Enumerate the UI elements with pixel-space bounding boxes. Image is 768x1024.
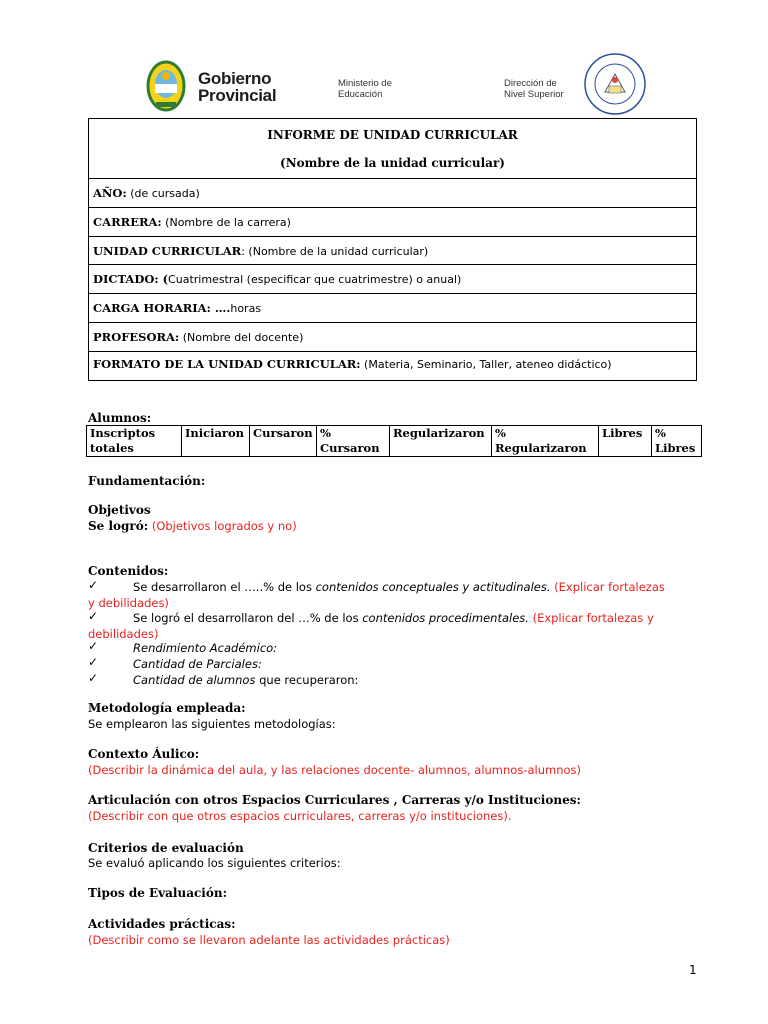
profesora-label: PROFESORA:: [93, 330, 180, 344]
bullet2-red: (Explicar fortalezas y: [528, 611, 654, 625]
direction-line2: Nivel Superior: [504, 89, 564, 100]
criterios-heading: Criterios de evaluación: [88, 841, 244, 855]
col-label: Cursaron: [320, 441, 380, 455]
criterios-text: Se evaluó aplicando los siguientes criterios:: [88, 856, 341, 870]
se-logro-line: [88, 519, 297, 533]
articulacion-heading: Articulación con otros Espacios Curriculares , Carreras y/o Instituciones:: [88, 793, 581, 807]
gov-line2: Provincial: [198, 86, 277, 105]
col-label: %: [320, 426, 331, 440]
tipos-heading: Tipos de Evaluación:: [88, 886, 227, 900]
fundamentacion-heading: Fundamentación:: [88, 474, 206, 488]
gov-line1: Gobierno: [198, 69, 272, 88]
check-icon: ✓: [88, 578, 99, 592]
unidad-value: : (Nombre de la unidad curricular): [241, 244, 429, 258]
se-logro-value: (Objetivos logrados y no): [148, 519, 297, 533]
ministry-line2: Educación: [338, 89, 383, 100]
direction-line1: Dirección de: [504, 78, 557, 89]
ministry-line1: Ministerio de: [338, 78, 392, 89]
check-icon: ✓: [88, 639, 99, 653]
metodologia-heading: Metodología empleada:: [88, 701, 246, 715]
row-dictado: [89, 265, 697, 294]
bullet2-continuation: debilidades): [88, 627, 159, 641]
provincial-seal-icon: [146, 60, 186, 112]
objetivos-heading: Objetivos: [88, 503, 151, 517]
check-icon: ✓: [88, 671, 99, 685]
col-regularizaron: [390, 426, 492, 457]
carrera-value: (Nombre de la carrera): [161, 216, 291, 229]
col-label: Regularizaron: [495, 441, 587, 455]
row-anio: [89, 179, 697, 208]
alumnos-table: [86, 425, 702, 457]
bullet1-italic: contenidos conceptuales y actitudinales.: [315, 580, 551, 594]
col-label: Libres: [602, 426, 643, 440]
institute-seal-icon: [583, 52, 647, 116]
report-title: INFORME DE UNIDAD CURRICULAR: [267, 127, 518, 142]
report-subtitle: (Nombre de la unidad curricular): [280, 155, 505, 170]
bullet-5: [133, 673, 358, 687]
articulacion-text: (Describir con que otros espacios curriculares, carreras y/o instituciones).: [88, 809, 512, 823]
contexto-text: (Describir la dinámica del aula, y las relaciones docente- alumnos, alumnos-alumnos): [88, 763, 582, 777]
col-label: Libres: [655, 441, 696, 455]
actividades-text: (Describir como se llevaron adelante las actividades prácticas): [88, 933, 450, 947]
direction-logo-text: [504, 78, 564, 100]
carrera-label: CARRERA:: [93, 215, 162, 229]
bullet5-text: que recuperaron:: [255, 673, 359, 687]
col-pct-libres: [652, 426, 702, 457]
anio-label: AÑO:: [93, 186, 127, 200]
col-label: %: [495, 426, 506, 440]
se-logro-label: Se logró:: [88, 519, 149, 533]
col-pct-cursaron: [317, 426, 390, 457]
dictado-value: Cuatrimestral (especificar que cuatrimestre) o anual): [168, 273, 462, 286]
col-pct-regularizaron: [492, 426, 599, 457]
row-carga: [89, 294, 697, 323]
formato-value: (Materia, Seminario, Taller, ateneo didáctico): [360, 358, 612, 371]
row-unidad: [89, 237, 697, 265]
bullet1-text: Se desarrollaron el …..% de los: [133, 580, 316, 594]
col-inscriptos: [87, 426, 182, 457]
formato-label: FORMATO DE LA UNIDAD CURRICULAR:: [93, 357, 361, 371]
gov-logo-text: [198, 70, 276, 104]
profesora-value: (Nombre del docente): [179, 331, 304, 344]
contexto-heading: Contexto Áulico:: [88, 747, 200, 761]
bullet-2: [133, 611, 698, 625]
bullet3-text: Rendimiento Académico:: [133, 641, 278, 655]
row-formato: [89, 352, 697, 381]
page-number: 1: [689, 963, 697, 977]
actividades-heading: Actividades prácticas:: [88, 917, 236, 931]
bullet-3: [133, 641, 277, 655]
check-icon: ✓: [88, 609, 99, 623]
col-label: totales: [90, 441, 134, 455]
bullet-1: [133, 580, 698, 594]
carga-value: horas: [230, 302, 262, 315]
carga-label: CARGA HORARIA: ….: [93, 301, 231, 315]
col-iniciaron: [182, 426, 250, 457]
unidad-label: UNIDAD CURRICULAR: [93, 243, 242, 258]
metodologia-text: Se emplearon las siguientes metodologías:: [88, 717, 336, 731]
col-label: %: [655, 426, 666, 440]
bullet4-text: Cantidad de Parciales:: [133, 657, 262, 671]
bullet-4: [133, 657, 262, 671]
col-label: Cursaron: [253, 426, 313, 440]
bullet2-text: Se logró el desarrollaron del …% de los: [133, 611, 363, 625]
dictado-label: DICTADO: (: [93, 272, 169, 286]
title-cell: [89, 119, 697, 179]
alumnos-heading: Alumnos:: [88, 411, 152, 425]
col-label: Iniciaron: [185, 426, 245, 440]
bullet1-red: (Explicar fortalezas: [550, 580, 665, 594]
bullet5-italic: Cantidad de alumnos: [133, 673, 256, 687]
col-libres: [599, 426, 652, 457]
contenidos-heading: Contenidos:: [88, 564, 169, 578]
col-label: Regularizaron: [393, 426, 485, 440]
col-label: Inscriptos: [90, 426, 156, 440]
bullet2-italic: contenidos procedimentales.: [362, 611, 529, 625]
bullet1-continuation: y debilidades): [88, 596, 169, 610]
row-carrera: [89, 208, 697, 237]
check-icon: ✓: [88, 655, 99, 669]
col-cursaron: [250, 426, 317, 457]
ministry-logo-text: [338, 78, 392, 100]
unit-info-table: [88, 118, 697, 381]
row-profesora: [89, 323, 697, 352]
anio-value: (de cursada): [126, 187, 200, 200]
